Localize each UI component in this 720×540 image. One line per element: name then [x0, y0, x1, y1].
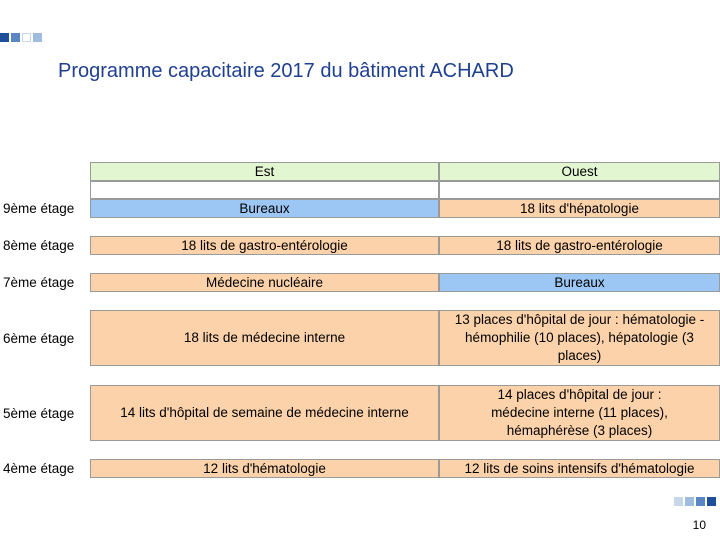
- floor-8-west: 18 lits de gastro-entérologie: [439, 236, 720, 255]
- floor-6-east: 18 lits de médecine interne: [90, 310, 439, 366]
- floor-label-7: 7ème étage: [3, 275, 75, 290]
- floor-4-west: 12 lits de soins intensifs d'hématologie: [439, 459, 720, 478]
- floor-label-6: 6ème étage: [3, 330, 75, 346]
- header-east: Est: [90, 162, 439, 181]
- floor-9-west: 18 lits d'hépatologie: [439, 199, 720, 218]
- page-number: 10: [692, 518, 706, 532]
- floor-label-9: 9ème étage: [3, 201, 75, 216]
- floor-6-west: 13 places d'hôpital de jour : hématologie - hémophilie (10 places), hépatologie (3 places): [439, 310, 720, 366]
- floor-4-east: 12 lits d'hématologie: [90, 459, 439, 478]
- header-spacer-west: [439, 181, 720, 199]
- floor-8-east: 18 lits de gastro-entérologie: [90, 236, 439, 255]
- floor-7-west: Bureaux: [439, 273, 720, 292]
- decorative-squares-bottom: [674, 497, 716, 506]
- floor-5-west: 14 places d'hôpital de jour : médecine interne (11 places), hémaphérèse (3 places): [439, 385, 720, 441]
- floor-label-4: 4ème étage: [3, 461, 75, 476]
- page-title: Programme capacitaire 2017 du bâtiment ACHARD: [58, 60, 514, 82]
- floor-9-east: Bureaux: [90, 199, 439, 218]
- floor-label-8: 8ème étage: [3, 238, 75, 253]
- header-spacer-east: [90, 181, 439, 199]
- floor-7-east: Médecine nucléaire: [90, 273, 439, 292]
- header-west: Ouest: [439, 162, 720, 181]
- floor-5-east: 14 lits d'hôpital de semaine de médecine interne: [90, 385, 439, 441]
- floor-label-5: 5ème étage: [3, 405, 75, 421]
